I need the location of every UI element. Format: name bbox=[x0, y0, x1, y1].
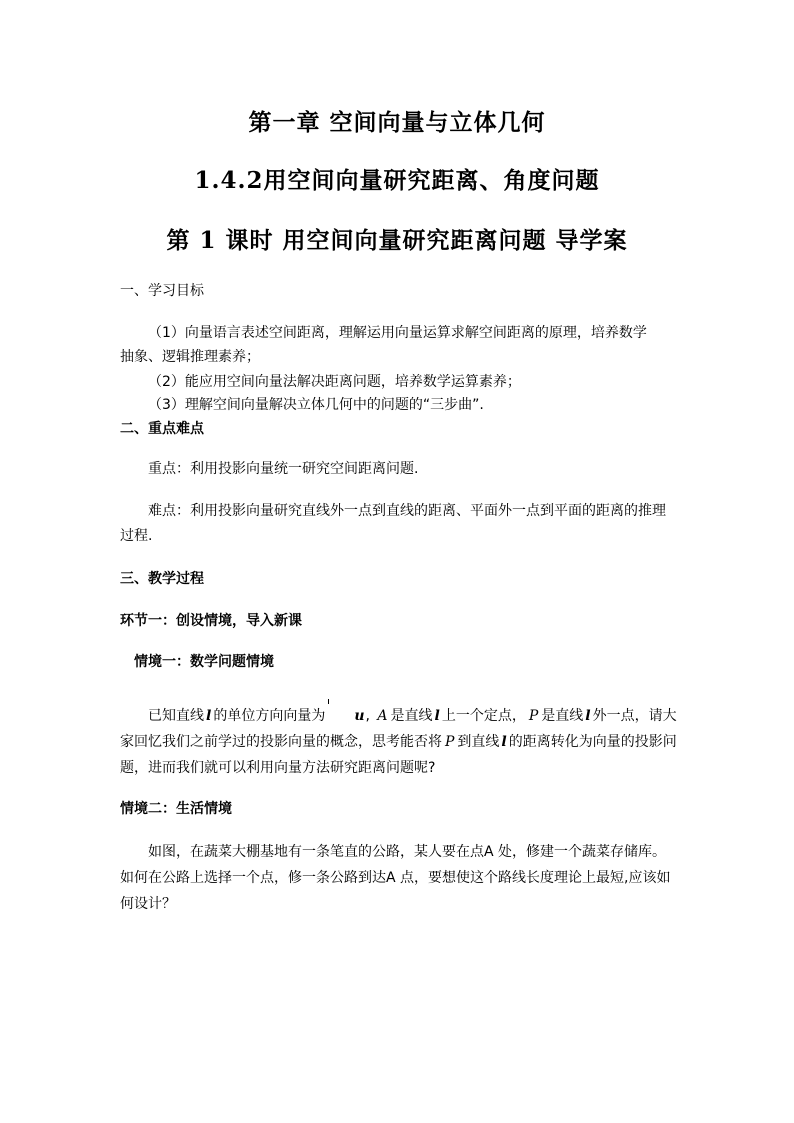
difficulty-text: 难点：利用投影向量研究直线外一点到直线的距离、平面外一点到平面的距离的推理过程. bbox=[120, 503, 666, 544]
key-point-text: 重点：利用投影向量统一研究空间距离问题. bbox=[148, 461, 419, 477]
section-title: 1.4.2用空间向量研究距离、角度问题 bbox=[194, 167, 600, 194]
scene-two-text: 如图，在蔬菜大棚基地有一条笔直的公路，某人要在点A 处，修建一个蔬菜存储库。如何在公路上选择一个点，修一条公路到达A 点，要想使这个路线长度理论上最短,应该如何设计？ bbox=[120, 844, 671, 912]
step-one-heading: 环节一：创设情境，导入新课 bbox=[120, 613, 302, 629]
scene-one-title: 情境一：数学问题情境 bbox=[134, 654, 274, 670]
process-heading: 三、教学过程 bbox=[120, 571, 204, 587]
scene-two-title: 情境二：生活情境 bbox=[120, 801, 232, 817]
goal-item-3: （3）理解空间向量解决立体几何中的问题的“三步曲”. bbox=[148, 397, 484, 413]
goal-item-2: （2）能应用空间向量法解决距离问题，培养数学运算素养； bbox=[148, 374, 521, 390]
goal-item-1-cont: 抽象、逻辑推理素养； bbox=[120, 349, 260, 365]
point-a-symbol: A bbox=[377, 708, 388, 724]
goals-heading: 一、学习目标 bbox=[120, 283, 204, 299]
line-l-symbol: l bbox=[206, 708, 212, 724]
unit-vector-u-symbol: u bbox=[326, 703, 364, 729]
point-p-symbol: P bbox=[528, 708, 539, 724]
lesson-title: 第 1 课时 用空间向量研究距离问题 导学案 bbox=[166, 227, 628, 254]
key-points-heading: 二、重点难点 bbox=[120, 421, 204, 437]
scene-one-text: 已知直线 l 的单位方向向量为 u, A 是直线 l 上一个定点， P 是直线 l 外一点，请大家回忆我们之前学过的投影向量的概念，思考能否将 P 到直线 l 的距离转化为向量的投影问题，进而我们就可以利用向量方法研究距离问题呢? bbox=[120, 703, 678, 781]
chapter-title: 第一章 空间向量与立体几何 bbox=[248, 109, 546, 136]
goal-item-1: （1）向量语言表述空间距离，理解运用向量运算求解空间距离的原理，培养数学 bbox=[148, 325, 647, 341]
